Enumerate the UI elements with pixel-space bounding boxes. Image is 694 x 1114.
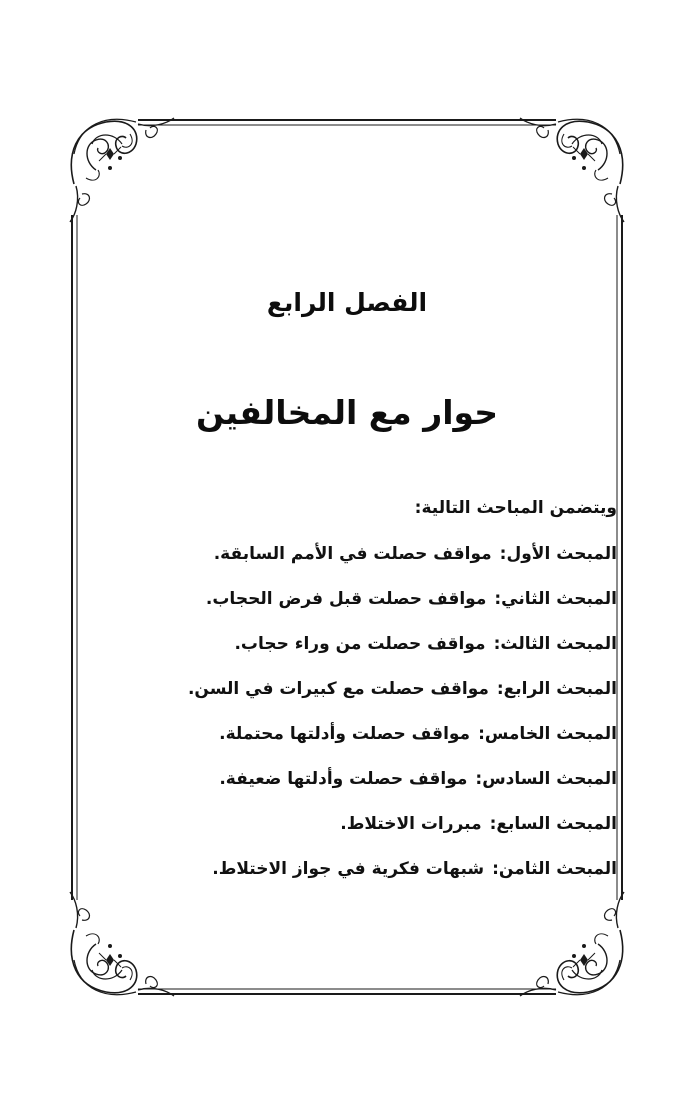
- corner-top-left-icon: [70, 118, 174, 222]
- section-label: المبحث الرابع:: [496, 679, 617, 699]
- section-label: المبحث الثاني:: [494, 589, 617, 609]
- section-label: المبحث الأول:: [499, 544, 617, 564]
- section-item-8: [77, 855, 617, 900]
- section-item-2: [77, 585, 617, 630]
- section-text: شبهات فكرية في جواز الاختلاط.: [212, 859, 485, 879]
- section-item-1: [77, 540, 617, 585]
- section-text: مواقف حصلت من وراء حجاب.: [234, 634, 486, 654]
- section-label: المبحث الثامن:: [492, 859, 617, 879]
- section-label: المبحث الخامس:: [478, 724, 617, 744]
- chapter-label: الفصل الرابع: [266, 288, 428, 317]
- section-item-5: [77, 720, 617, 765]
- chapter-title: حوار مع المخالفين: [195, 393, 499, 432]
- section-text: مواقف حصلت مع كبيرات في السن.: [187, 679, 489, 699]
- section-item-3: [77, 630, 617, 675]
- corner-bottom-right-icon: [520, 892, 624, 996]
- section-item-6: [77, 765, 617, 810]
- section-item-4: [77, 675, 617, 720]
- section-label: المبحث السادس:: [475, 769, 617, 789]
- corner-bottom-left-icon: [70, 892, 174, 996]
- section-label: المبحث السابع:: [489, 814, 617, 834]
- section-text: مواقف حصلت قبل فرض الحجاب.: [205, 589, 487, 609]
- section-label: المبحث الثالث:: [493, 634, 617, 654]
- section-item-7: [77, 810, 617, 855]
- corner-top-right-icon: [520, 118, 624, 222]
- sections-intro: ويتضمن المباحث التالية:: [414, 498, 617, 518]
- section-text: مواقف حصلت في الأمم السابقة.: [213, 544, 492, 564]
- section-text: مبررات الاختلاط.: [340, 814, 482, 834]
- section-text: مواقف حصلت وأدلتها ضعيفة.: [219, 769, 468, 789]
- section-text: مواقف حصلت وأدلتها محتملة.: [219, 724, 471, 744]
- sections-list: [77, 540, 617, 900]
